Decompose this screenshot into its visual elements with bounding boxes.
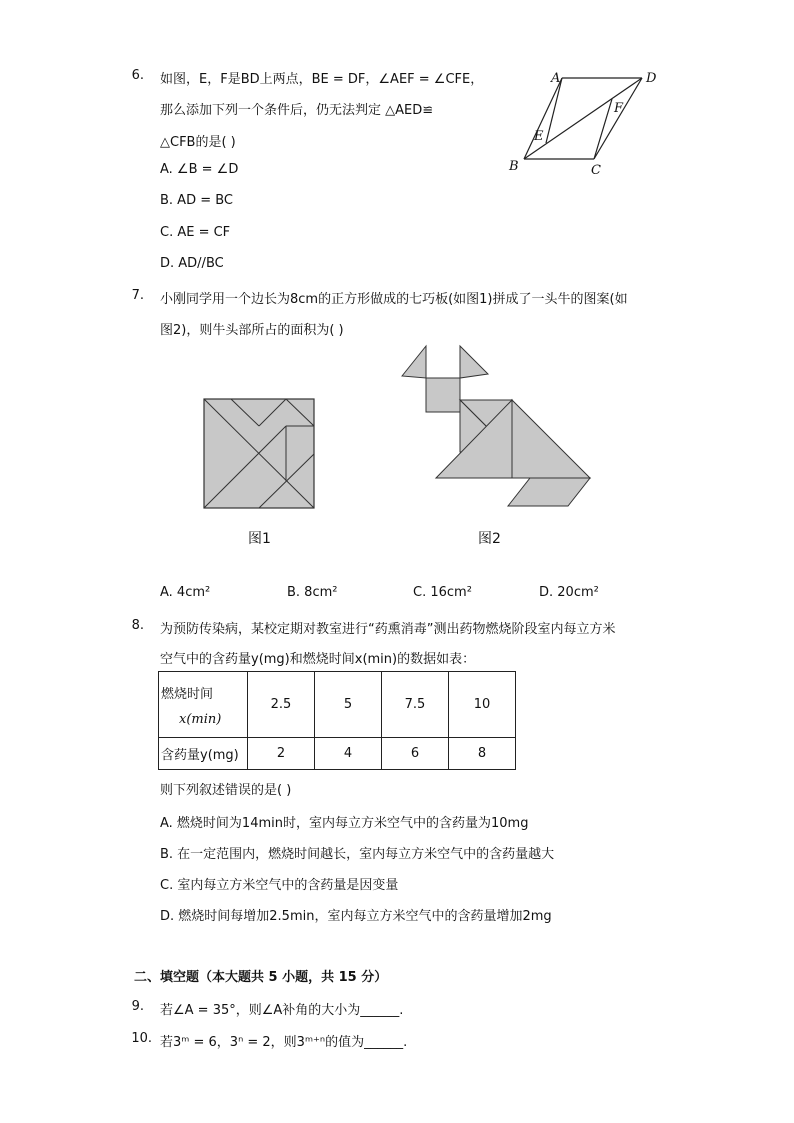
table-cell: 10	[449, 672, 516, 738]
q7-number: 7.	[131, 288, 144, 303]
q8-question: 则下列叙述错误的是( )	[160, 783, 292, 798]
table-cell: 5	[315, 672, 382, 738]
q6-option-a: A. ∠B = ∠D	[160, 162, 239, 177]
q8-option-d: D. 燃烧时间每增加2.5min，室内每立方米空气中的含药量增加2mg	[160, 909, 552, 924]
table-cell: 4	[315, 738, 382, 770]
ox-body-right-triangle	[512, 400, 590, 478]
table-header-time	[159, 672, 248, 738]
ox-right-horn	[460, 346, 488, 378]
q6-option-b: B. AD = BC	[160, 193, 234, 208]
ox-head-square	[426, 378, 460, 412]
tangram-figure-2-ox	[396, 340, 600, 512]
q6-option-c: C. AE = CF	[160, 225, 231, 240]
q7-option-d: D. 20cm²	[539, 585, 599, 600]
label-d: D	[646, 71, 657, 86]
label-a: A	[551, 71, 561, 86]
edge-ab	[524, 78, 562, 159]
table-cell: 7.5	[382, 672, 449, 738]
table-cell: 2.5	[248, 672, 315, 738]
q10-text: 若3ᵐ = 6，3ⁿ = 2，则3ᵐ⁺ⁿ的值为______.	[160, 1035, 408, 1050]
ox-left-horn	[402, 346, 426, 378]
q7-line1: 小刚同学用一个边长为8cm的正方形做成的七巧板(如图1)拼成了一头牛的图案(如	[160, 292, 628, 307]
tangram-figure-1	[200, 395, 320, 512]
q6-option-d: D. AD//BC	[160, 256, 224, 271]
q7-option-c: C. 16cm²	[413, 585, 472, 600]
diagonal-bd	[524, 78, 642, 159]
q7-option-a: A. 4cm²	[160, 585, 211, 600]
ox-leg-parallelogram	[508, 478, 590, 506]
fig1-caption: 图1	[248, 531, 271, 547]
fig2-caption: 图2	[478, 531, 501, 547]
segment-cf	[594, 99, 612, 159]
q9-text: 若∠A = 35°，则∠A补角的大小为______.	[160, 1003, 404, 1018]
q6-figure	[500, 64, 670, 180]
q8-option-c: C. 室内每立方米空气中的含药量是因变量	[160, 878, 399, 893]
q8-line1: 为预防传染病，某校定期对教室进行“药熏消毒”测出药物燃烧阶段室内每立方米	[160, 622, 616, 637]
table-header-time-label: 燃烧时间	[161, 686, 214, 702]
label-c: C	[591, 163, 601, 178]
table-header-dose: 含药量y(mg)	[159, 738, 248, 770]
table-row-dose	[159, 738, 516, 770]
label-b: B	[509, 159, 519, 174]
label-e: E	[534, 129, 544, 144]
q6-line3: △CFB的是( )	[160, 135, 236, 150]
q7-line2: 图2)，则牛头部所占的面积为( )	[160, 323, 344, 338]
table-cell: 6	[382, 738, 449, 770]
section-2-title: 二、填空题（本大题共 5 小题，共 15 分）	[134, 970, 388, 985]
edge-dc	[594, 78, 642, 159]
q7-option-b: B. 8cm²	[287, 585, 338, 600]
table-header-time-unit: x(min)	[179, 711, 222, 727]
table-cell: 2	[248, 738, 315, 770]
table-cell: 8	[449, 738, 516, 770]
q8-data-table	[158, 671, 516, 770]
q6-line1: 如图，E，F是BD上两点，BE = DF，∠AEF = ∠CFE，	[160, 72, 484, 87]
q8-line2: 空气中的含药量y(mg)和燃烧时间x(min)的数据如表：	[160, 652, 476, 667]
q6-line2: 那么添加下列一个条件后，仍无法判定 △AED≌	[160, 103, 434, 118]
label-f: F	[614, 101, 624, 116]
q8-option-a: A. 燃烧时间为14min时，室内每立方米空气中的含药量为10mg	[160, 816, 529, 831]
q10-number: 10.	[131, 1031, 152, 1046]
q6-number: 6.	[131, 68, 144, 83]
segment-ae	[546, 78, 562, 143]
q9-number: 9.	[131, 999, 144, 1014]
q8-option-b: B. 在一定范围内，燃烧时间越长，室内每立方米空气中的含药量越大	[160, 847, 555, 862]
table-row-time	[159, 672, 516, 738]
q8-number: 8.	[131, 618, 144, 633]
